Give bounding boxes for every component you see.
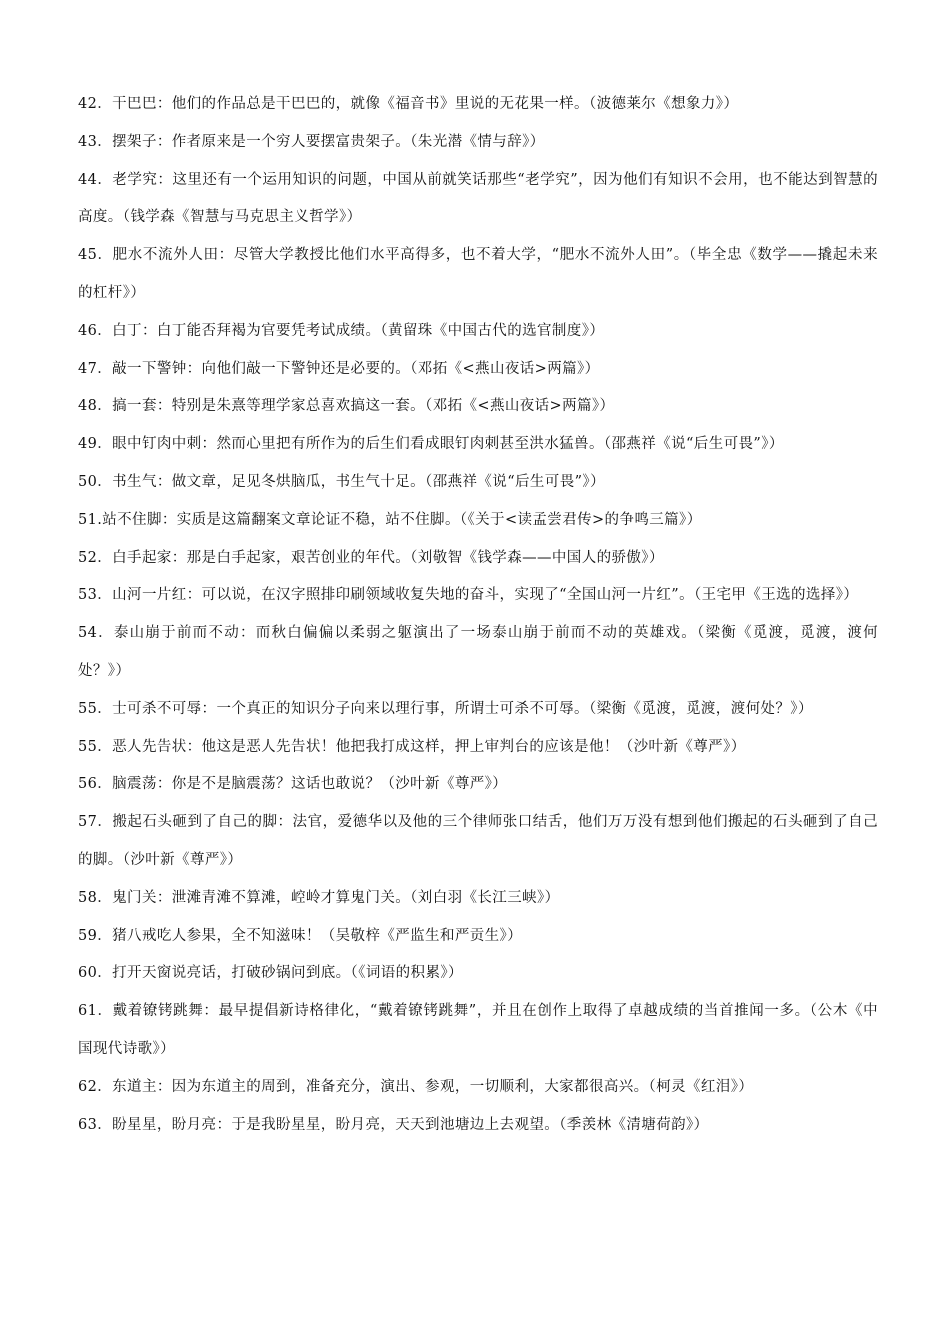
entry-text: 51.站不住脚：实质是这篇翻案文章论证不稳，站不住脚。（《关于<读孟尝君传>的争鸣三篇》） xyxy=(78,511,702,528)
entry-text: 45．肥水不流外人田：尽管大学教授比他们水平高得多，也不着大学，“肥水不流外人田”。（毕全忠《数学——撬起未来的杠杆》） xyxy=(78,247,878,301)
list-item xyxy=(78,729,878,767)
list-item xyxy=(78,993,878,1069)
entry-text: 58．鬼门关：泄滩青滩不算滩，崆岭才算鬼门关。（刘白羽《长江三峡》） xyxy=(78,889,560,906)
entry-text: 60．打开天窗说亮话，打破砂锅问到底。（《词语的积累》） xyxy=(78,965,463,982)
list-item xyxy=(78,124,878,162)
entry-text: 49．眼中钉肉中刺：然而心里把有所作为的后生们看成眼钉肉刺甚至洪水猛兽。（邵燕祥《说“后生可畏”》） xyxy=(78,436,784,453)
entry-text: 52．白手起家：那是白手起家，艰苦创业的年代。（刘敬智《钱学森——中国人的骄傲》） xyxy=(78,549,664,566)
list-item xyxy=(78,351,878,389)
entry-text: 63．盼星星，盼月亮：于是我盼星星，盼月亮，天天到池塘边上去观望。（季羡林《清塘荷韵》） xyxy=(78,1116,709,1133)
list-item xyxy=(78,162,878,238)
entry-text: 56．脑震荡：你是不是脑震荡？这话也敢说？（沙叶新《尊严》） xyxy=(78,776,508,793)
entry-text: 42．干巴巴：他们的作品总是干巴巴的，就像《福音书》里说的无花果一样。（波德莱尔《想象力》） xyxy=(78,96,739,112)
list-item xyxy=(78,388,878,426)
list-item xyxy=(78,426,878,464)
list-item xyxy=(78,1069,878,1107)
list-item xyxy=(78,615,878,691)
idiom-example-list xyxy=(78,86,878,1144)
list-item xyxy=(78,918,878,956)
entry-text: 62．东道主：因为东道主的周到，准备充分，演出、参观，一切顺利，大家都很高兴。（柯灵《红泪》） xyxy=(78,1078,754,1095)
entry-text: 59．猪八戒吃人参果，全不知滋味！（吴敬梓《严监生和严贡生》） xyxy=(78,927,523,944)
entry-text: 50．书生气：做文章，足见冬烘脑瓜，书生气十足。（邵燕祥《说“后生可畏”》） xyxy=(78,473,605,490)
entry-text: 54．泰山崩于前而不动：而秋白偏偏以柔弱之躯演出了一场泰山崩于前而不动的英雄戏。（梁衡《觅渡，觅渡，渡何处？》） xyxy=(78,625,878,679)
entry-text: 61．戴着镣铐跳舞：最早提倡新诗格律化，“戴着镣铐跳舞”，并且在创作上取得了卓越成绩的当首推闻一多。（公木《中国现代诗歌》） xyxy=(78,1003,878,1057)
list-item xyxy=(78,86,878,124)
entry-text: 47．敲一下警钟：向他们敲一下警钟还是必要的。（邓拓《<燕山夜话>两篇》） xyxy=(78,360,600,377)
list-item xyxy=(78,880,878,918)
list-item xyxy=(78,766,878,804)
list-item xyxy=(78,955,878,993)
entry-text: 44．老学究：这里还有一个运用知识的问题，中国从前就笑话那些“老学究”，因为他们有知识不会用，也不能达到智慧的高度。（钱学森《智慧与马克思主义哲学》） xyxy=(78,171,878,226)
list-item xyxy=(78,464,878,502)
entry-text: 53．山河一片红：可以说，在汉字照排印刷领域收复失地的奋斗，实现了“全国山河一片红”。（王宅甲《王选的选择》） xyxy=(78,587,859,604)
entry-text: 48．搞一套：特别是朱熹等理学家总喜欢搞这一套。（邓拓《<燕山夜话>两篇》） xyxy=(78,398,615,415)
list-item xyxy=(78,691,878,729)
list-item xyxy=(78,540,878,578)
list-item xyxy=(78,577,878,615)
entry-text: 43．摆架子：作者原来是一个穷人要摆富贵架子。（朱光潜《情与辞》） xyxy=(78,133,545,150)
entry-text: 55．恶人先告状：他这是恶人先告状！他把我打成这样，押上审判台的应该是他！（沙叶新《尊严》） xyxy=(78,738,746,755)
list-item xyxy=(78,237,878,313)
list-item xyxy=(78,502,878,540)
entry-text: 55．士可杀不可辱：一个真正的知识分子向来以理行事，所谓士可杀不可辱。（梁衡《觅渡，觅渡，渡何处？》） xyxy=(78,700,813,717)
entry-text: 46．白丁：白丁能否拜褐为官要凭考试成绩。（黄留珠《中国古代的选官制度》） xyxy=(78,322,605,339)
list-item xyxy=(78,804,878,880)
list-item xyxy=(78,313,878,351)
list-item xyxy=(78,1107,878,1145)
entry-text: 57．搬起石头砸到了自己的脚：法官，爱德华以及他的三个律师张口结舌，他们万万没有想到他们搬起的石头砸到了自己的脚。（沙叶新《尊严》） xyxy=(78,814,878,868)
